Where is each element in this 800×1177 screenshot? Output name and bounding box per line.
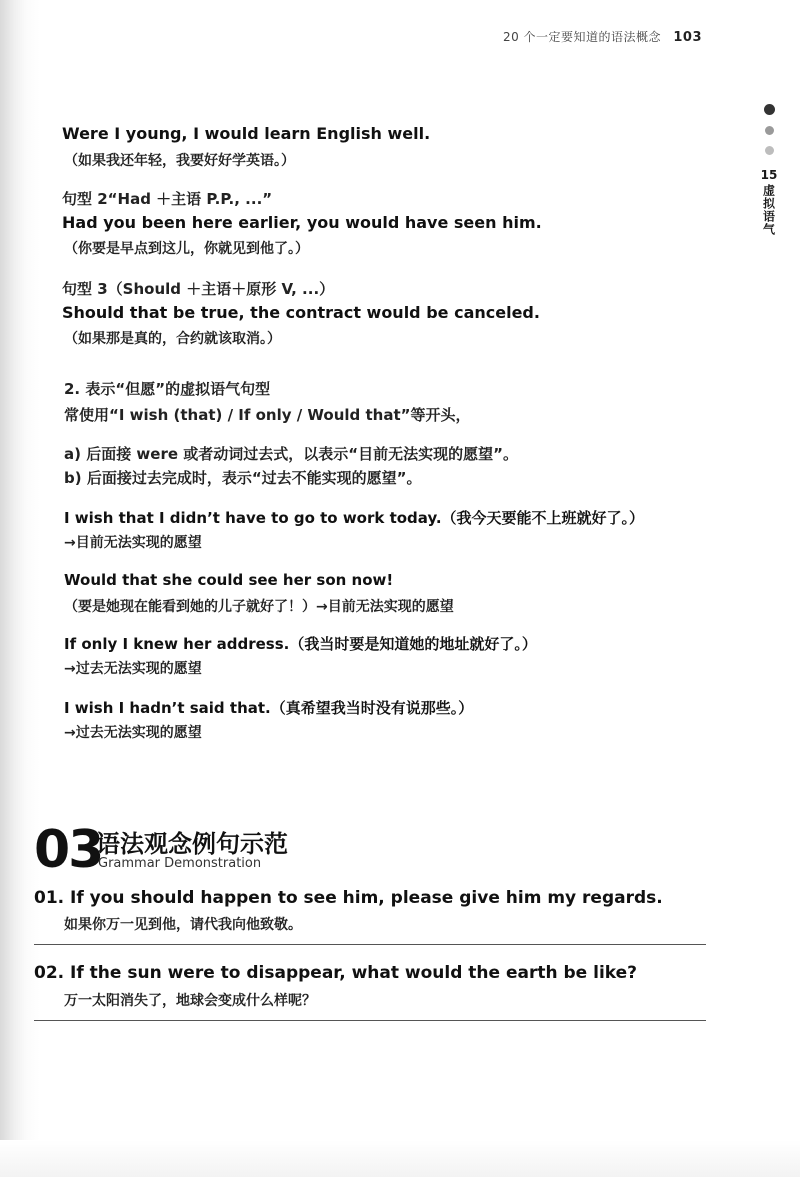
wish-example-note: →过去无法实现的愿望: [64, 725, 202, 741]
tab-dot-icon: [765, 146, 774, 155]
wish-example: I wish I hadn’t said that.（真希望我当时没有说那些。）: [64, 699, 474, 717]
example-sentence: Should that be true, the contract would be canceled.: [62, 303, 540, 322]
example-sentence: Had you been here earlier, you would have seen him.: [62, 213, 542, 232]
wish-example: If only I knew her address.（我当时要是知道她的地址就好了。）: [64, 635, 537, 653]
chapter-title: 虚拟语气: [761, 184, 776, 236]
rule-a: a) 后面接 were 或者动词过去式，以表示“目前无法实现的愿望”。: [64, 445, 518, 463]
pattern-label: 句型 3（Should ＋主语＋原形 V, ...）: [62, 280, 335, 298]
pattern-label: 句型 2“Had ＋主语 P.P., ...”: [62, 190, 273, 208]
rule-b: b) 后面接过去完成时，表示“过去不能实现的愿望”。: [64, 469, 422, 487]
tab-dot-icon: [765, 126, 774, 135]
wish-example: Would that she could see her son now!: [64, 571, 394, 589]
divider-line: [34, 1020, 706, 1021]
section-subtitle: Grammar Demonstration: [98, 856, 262, 871]
subsection-intro: 常使用“I wish (that) / If only / Would that”等开头，: [64, 406, 471, 424]
demo-translation: 如果你万一见到他，请代我向他致敬。: [64, 917, 302, 933]
divider-line: [34, 944, 706, 945]
section-number: 03: [34, 820, 103, 880]
subsection-heading: 2. 表示“但愿”的虚拟语气句型: [64, 380, 271, 398]
example-translation: （如果那是真的，合约就该取消。）: [64, 331, 281, 347]
demo-sentence: 01. If you should happen to see him, please give him my regards.: [34, 888, 663, 908]
example-translation: （你要是早点到这儿，你就见到他了。）: [64, 241, 309, 257]
wish-example: I wish that I didn’t have to go to work today.（我今天要能不上班就好了。）: [64, 509, 645, 527]
wish-example-note: （要是她现在能看到她的儿子就好了！）→目前无法实现的愿望: [64, 599, 454, 615]
wish-example-note: →目前无法实现的愿望: [64, 535, 202, 551]
wish-example-note: →过去无法实现的愿望: [64, 661, 202, 677]
demo-translation: 万一太阳消失了，地球会变成什么样呢？: [64, 993, 316, 1009]
running-title: 20 个一定要知道的语法概念: [502, 30, 662, 44]
demo-sentence: 02. If the sun were to disappear, what would the earth be like?: [34, 963, 638, 983]
section-title: 语法观念例句示范: [96, 830, 288, 858]
example-translation: （如果我还年轻，我要好好学英语。）: [64, 153, 295, 169]
tab-dot-active-icon: [764, 104, 775, 115]
chapter-side-tab: [758, 104, 780, 236]
page-number: 103: [673, 30, 702, 45]
example-sentence: Were I young, I would learn English well.: [62, 124, 431, 143]
page-edge-shadow: [0, 1140, 800, 1177]
chapter-number: 15: [760, 168, 778, 182]
running-header: [503, 28, 702, 45]
